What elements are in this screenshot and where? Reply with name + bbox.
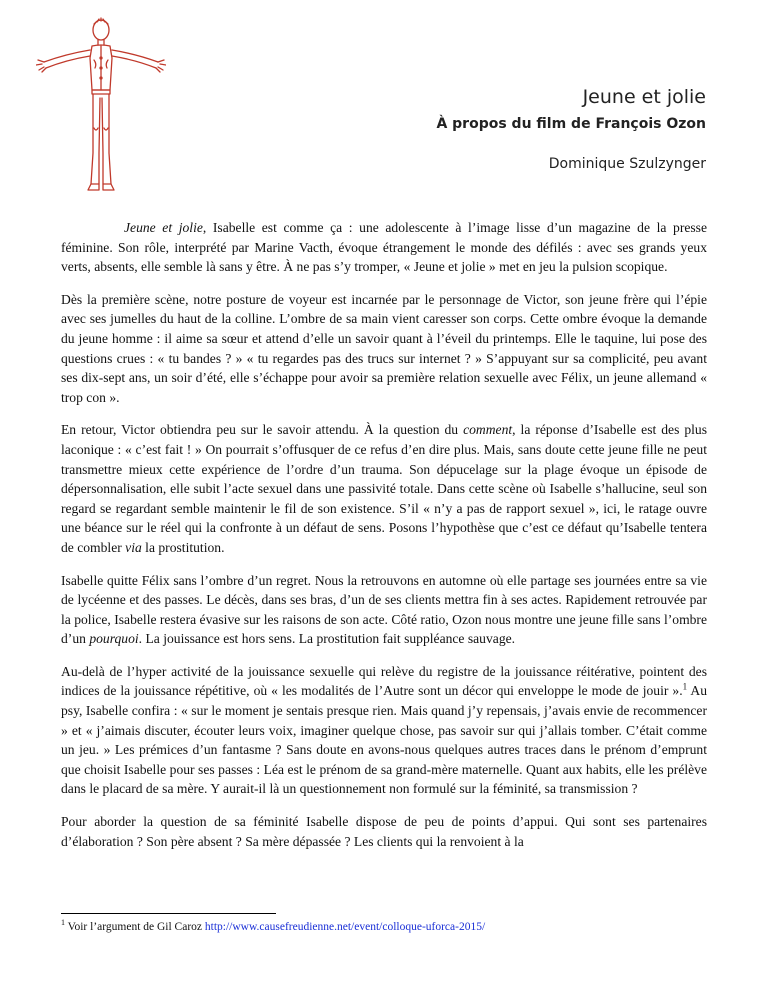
text-segment: pourquoi bbox=[89, 631, 139, 647]
body-paragraph bbox=[61, 218, 707, 277]
footnote-separator bbox=[61, 913, 276, 914]
footnote-reference: 1 bbox=[682, 681, 688, 692]
body-paragraph bbox=[61, 662, 707, 799]
footnote-number: 1 bbox=[61, 918, 65, 928]
document-subtitle: À propos du film de François Ozon bbox=[436, 116, 706, 132]
text-segment: En retour, Victor obtiendra peu sur le savoir attendu. À la question du bbox=[61, 422, 464, 438]
body-paragraph bbox=[61, 420, 707, 557]
document-title: Jeune et jolie bbox=[582, 86, 706, 108]
text-segment: Jeune et jolie bbox=[124, 220, 203, 235]
text-segment: . La jouissance est hors sens. La prostitution fait suppléance sauvage. bbox=[138, 631, 516, 647]
text-segment: , la réponse d’Isabelle est des plus laconique : « c’est fait ! » On pourrait s’offusquer de ce refus d’en dire plus. Mais, sans doute cette jeune fille ne peut transmettre mieux cette expérience de l’ordre d’un trauma. Son dépucelage sur la plage évoque un épisode de dépersonnalisation, elle subit l’acte sexuel dans une passivité totale. Dans cette scène où Isabelle s’hallucine, seul son regard se regardant semble maintenir le fil de son existence. S’il « n’y a pas de rapport sexuel », ici, le ratage ouvre une béance sur le réel qui la confronte à un défaut de sens. Posons l’hypothèse que c’est ce défaut qu’Isabelle tentera de combler bbox=[61, 422, 707, 555]
text-segment: Au psy, Isabelle confira : « sur le moment je sentais presque rien. Mais quand j’y repensais, j’avais envie de recommencer » et « j’aimais discuter, écouter leurs voix, imaginer quelque chose, pas savoir sur qui j’allais tomber. C’était comme un jeu. » Les prémices d’un fantasme ? Sans doute en avons-nous quelques autres traces dans le prénom d’emprunt que choisit Isabelle pour ses passes : Léa est le prénom de sa grand-mère maternelle. Quant aux habits, elle les prélève dans le placard de sa mère. Y aurait-il là un questionnement non formulé sur la féminité, sa transmission ? bbox=[61, 683, 707, 797]
text-segment: Pour aborder la question de sa féminité Isabelle dispose de peu de points d’appui. Qui sont ses partenaires d’élaboration ? Son père absent ? Sa mère dépassée ? Les clients qui la renvoient à la bbox=[61, 814, 707, 849]
logo-figure-icon bbox=[36, 8, 166, 208]
author-name: Dominique Szulzynger bbox=[548, 156, 706, 172]
footnote-text: Voir l’argument de Gil Caroz bbox=[65, 921, 205, 933]
body-paragraph bbox=[61, 290, 707, 408]
article-body bbox=[61, 218, 707, 864]
body-paragraph bbox=[61, 812, 707, 851]
text-segment: , Isabelle est comme ça : une adolescente à l’image lisse d’un magazine de la presse féminine. Son rôle, interprété par Marine Vacth, évoque étrangement le monde des défilés : avec ses grands yeux verts, absents, elle semble là sans y être. À ne pas s’y tromper, « Jeune et jolie » met en jeu la pulsion scopique. bbox=[61, 220, 707, 275]
text-segment: Isabelle quitte Félix sans l’ombre d’un regret. Nous la retrouvons en automne où elle partage ses journées entre sa vie de lycéenne et des passes. Le décès, dans ses bras, d’un de ses clients mettra fin à ses actes. Rapidement retrouvée par la police, Isabelle restera évasive sur les raisons de son acte. Côté ratio, Ozon nous montre une jeune fille sans l’ombre d’un bbox=[61, 572, 707, 647]
text-segment: via bbox=[125, 539, 142, 555]
footnote bbox=[61, 918, 486, 933]
text-segment: la prostitution. bbox=[141, 539, 225, 555]
body-paragraph bbox=[61, 571, 707, 649]
text-segment: comment bbox=[463, 422, 513, 438]
text-segment: Dès la première scène, notre posture de voyeur est incarnée par le personnage de Victor, son jeune frère qui l’épie avec ses jumelles du haut de la colline. L’ombre de sa main vient caresser son corps. Cette ombre évoque la demande du jeune homme : il aime sa sœur et attend d’elle un savoir quant à l’éveil du printemps. Elle le taquine, lui pose des questions crues : « tu bandes ? » « tu regardes pas des trucs sur internet ? » S’appuyant sur sa complicité, peu avant ses dix-sept ans, un soir d’été, elle s’échappe pour avoir sa première relation sexuelle avec Félix, un jeune allemand « trop con ». bbox=[61, 291, 707, 405]
text-segment: Au-delà de l’hyper activité de la jouissance sexuelle qui relève du registre de la jouissance réitérative, pointent des indices de la jouissance répétitive, où « les modalités de l’Autre sont un décor qui enveloppe le mode de jouir ». bbox=[61, 663, 707, 699]
footnote-link[interactable]: http://www.causefreudienne.net/event/colloque-uforca-2015/ bbox=[204, 921, 486, 933]
